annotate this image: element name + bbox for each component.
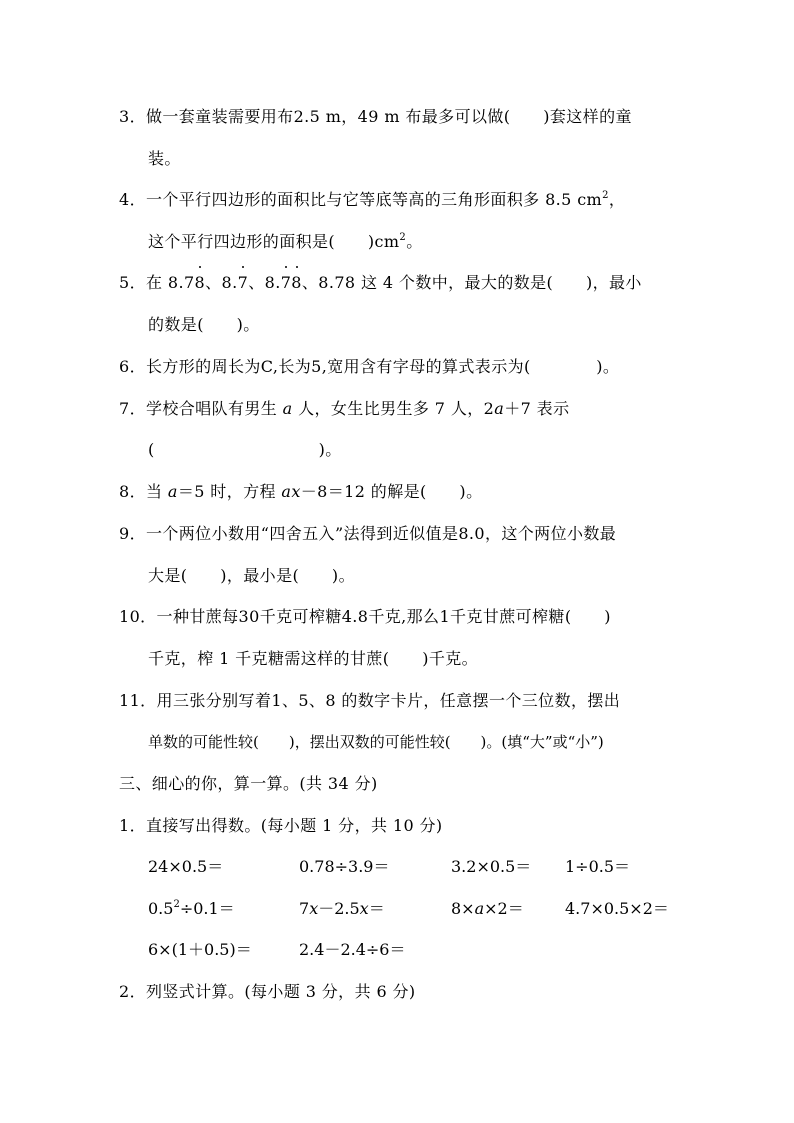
q8-mid: ＝5 时，方程: [177, 482, 282, 501]
question-3-line-1: 3．做一套童装需要用布2.5 m，49 m 布最多可以做( )套这样的童: [119, 107, 632, 126]
repeat-dot-icon: [285, 266, 287, 268]
q5-rest: 8.78 这 4 个数中，最大的数是( )，最小: [318, 273, 642, 292]
repeat-dot-icon: [296, 266, 298, 268]
section-3-sub-1: 1．直接写出得数。(每小题 1 分，共 10 分): [119, 816, 443, 835]
rd1-b: 8: [194, 273, 206, 292]
question-5-line-2: 的数是( )。: [148, 315, 260, 334]
calc-6-var: x: [309, 899, 319, 918]
calc-6-b: －2.5: [318, 899, 360, 918]
rd3-b: 78: [280, 273, 302, 292]
calc-6: [299, 898, 385, 920]
q5-prefix: 5．在: [119, 273, 168, 292]
section-3-title: 三、细心的你，算一算。(共 34 分): [119, 774, 378, 793]
calc-5: [148, 898, 235, 920]
q7-text-post: ＋7 表示: [504, 399, 570, 418]
question-4-line-1: [119, 189, 625, 211]
question-10-line-2: 千克，榨 1 千克糖需这样的甘蔗( )千克。: [148, 649, 479, 668]
question-8: [119, 481, 482, 503]
question-7-line-1: [119, 398, 569, 420]
q7-text-mid: 人，女生比男生多 7 人，2: [292, 399, 495, 418]
question-10-line-1: 10．一种甘蔗每30千克可榨糖4.8千克,那么1千克甘蔗可榨糖( ): [119, 607, 611, 626]
q5-sep: 、: [301, 273, 319, 292]
repeat-dot-icon: [242, 266, 244, 268]
q8-pre: 8．当: [119, 482, 168, 501]
question-11-line-2: 单数的可能性较( )，摆出双数的可能性较( )。(填“大”或“小”): [148, 733, 604, 751]
calc-5-exponent: 2: [173, 898, 180, 910]
calc-2: 0.78÷3.9＝: [299, 857, 390, 876]
rd3-a: 8.: [264, 273, 281, 292]
repeat-dot-icon: [199, 266, 201, 268]
q4-text: 4．一个平行四边形的面积比与它等底等高的三角形面积多 8.5 cm: [119, 190, 603, 209]
calc-9: 6×(1＋0.5)＝: [148, 940, 252, 959]
calc-7-a: 8×: [451, 899, 475, 918]
rd3-repeat: [281, 272, 302, 294]
rd1-repeat: [195, 272, 206, 294]
question-9-line-2: 大是( )，最小是( )。: [148, 566, 355, 585]
calc-7: [451, 898, 524, 920]
question-7-line-2: ( )。: [148, 440, 342, 459]
q5-sep: 、: [248, 273, 265, 292]
question-3-line-2: 装。: [148, 149, 181, 168]
q5-sep: 、: [205, 273, 222, 292]
calc-6-c: ＝: [368, 899, 385, 918]
question-5-line-1: [119, 272, 642, 294]
question-11-line-1: 11．用三张分别写着1、5、8 的数字卡片，任意摆一个三位数，摆出: [119, 691, 621, 710]
rd1-a: 8.7: [167, 273, 195, 292]
calc-4: 1÷0.5＝: [565, 857, 631, 876]
q7-text: 7．学校合唱队有男生: [119, 399, 283, 418]
calc-5-rest: ÷0.1＝: [179, 899, 235, 918]
repeating-decimal-3: [265, 273, 302, 292]
question-9-line-1: 9．一个两位小数用“四舍五入”法得到近似值是8.0，这个两位小数最: [119, 524, 617, 543]
rd2-b: 7: [237, 273, 249, 292]
q4-superscript: 2: [602, 189, 609, 201]
calc-7-var: a: [474, 899, 485, 918]
calc-8: 4.7×0.5×2＝: [565, 899, 669, 918]
q7-variable-2: a: [494, 399, 505, 418]
calc-6-a: 7: [299, 899, 310, 918]
q4-text-2: 这个平行四边形的面积是( )cm: [148, 232, 400, 251]
q4-punct: ，: [608, 190, 626, 209]
q8-post: －8＝12 的解是( )。: [300, 482, 483, 501]
calc-7-b: ×2＝: [484, 899, 524, 918]
question-6: 6．长方形的周长为C,长为5,宽用含有字母的算式表示为( )。: [119, 357, 620, 376]
repeating-decimal-1: [168, 273, 205, 292]
q4-punct-2: 。: [406, 232, 423, 251]
q8-variable-2: ax: [281, 482, 301, 501]
calc-5-base: 0.5: [148, 899, 174, 918]
repeating-decimal-2: [222, 273, 249, 292]
rd2-repeat: [238, 272, 249, 294]
calc-1: 24×0.5＝: [148, 857, 224, 876]
calc-6-var-2: x: [359, 899, 369, 918]
q7-variable: a: [282, 399, 293, 418]
calc-10: 2.4－2.4÷6＝: [299, 940, 406, 959]
section-3-sub-2: 2．列竖式计算。(每小题 3 分，共 6 分): [119, 982, 416, 1001]
q8-variable: a: [167, 482, 178, 501]
question-4-line-2: [148, 231, 423, 253]
calc-3: 3.2×0.5＝: [451, 857, 532, 876]
q4-superscript-2: 2: [399, 231, 407, 243]
rd2-a: 8.: [221, 273, 238, 292]
